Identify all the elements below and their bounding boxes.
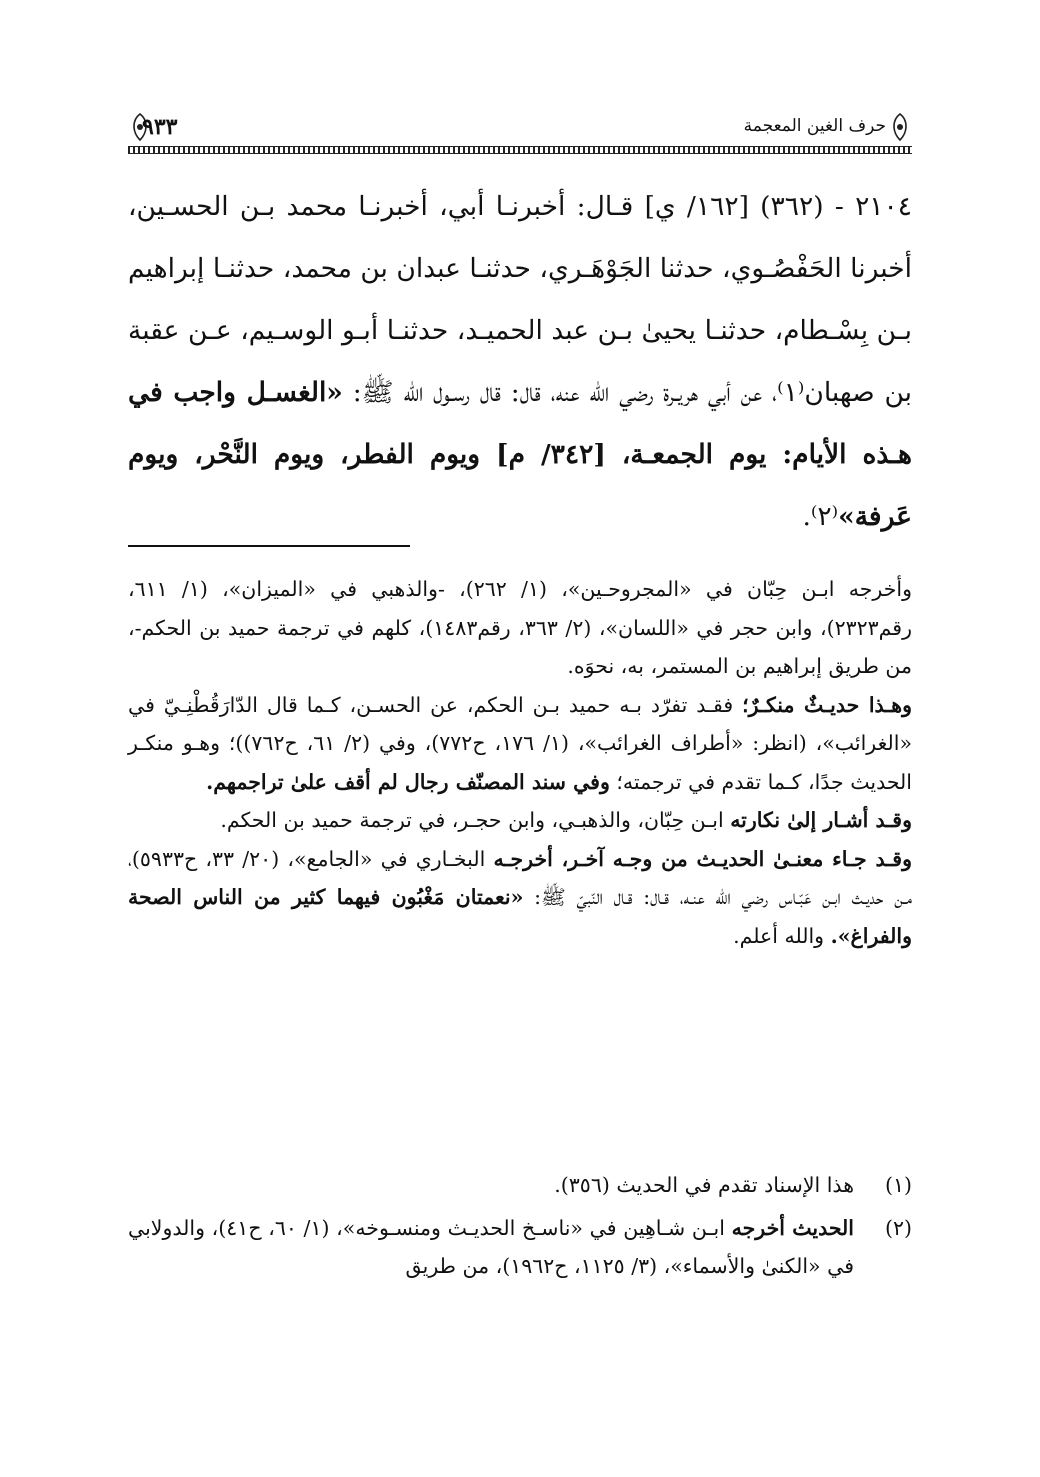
hadith-paragraph	[128, 176, 912, 548]
footnote-lead: الحديث أخرجه	[731, 1215, 855, 1240]
hadith-closing: ⁽٢⁾.	[802, 501, 839, 532]
note-alternate-lead: وقـد جـاء معنـىٰ الحديـث من وجـه آخـر، أخرجـه	[493, 846, 912, 871]
note-ruling-text: فقـد تفرّد بـه حميد بـن الحكم، عن الحسـن، كـما قال الدّارَقُطْنِـيّ في «الغرائب»، (انظر: «أطراف الغرائب»، (١/ ١٧٦، ح٧٧٢)، وفي (٢/ ٦١، ح٧٦٢))؛ وهـو منكـر الحديث جدًا، كـما تقدم في ترجمته؛	[128, 692, 912, 794]
footnotes	[128, 1166, 912, 1290]
note-ruling-end: وفي سند المصنّف رجال لم أقف علىٰ تراجمهم.	[206, 769, 610, 794]
note-criticism-text: ابـن حِبّان، والذهبـي، وابن حجـر، في ترجمة حميد بن الحكم.	[220, 808, 731, 832]
note-ruling	[128, 686, 912, 802]
note-alternate	[128, 840, 912, 956]
isnad-text: ٢١٠٤ - (٣٦٢) [١٦٢/ ي] قـال: أخبرنـا أبي، أخبرنـا محمد بـن الحسـين، أخبرنا الحَفْصُـوي، حدثنا الجَوْهَـري، حدثنـا عبدان بن محمد، حدثنـا إبراهيم بـن بِسْـطام، حدثنـا يحيىٰ بـن عبد الحميـد، حدثنـا أبـو الوسـيم، عـن عقبة بن صهبان⁽١⁾، عن أبي هريـرة رضي الله عنه، قال: قال رسـول الله ﷺ:	[128, 191, 912, 408]
footnote-text	[128, 1209, 854, 1286]
note-alternate-quote: «نعمتان مَغْبُون فيهما كثير من الناس الصحة والفراغ».	[128, 885, 912, 948]
page-number: ٩٣٣	[142, 114, 178, 140]
running-title: حرف الغين المعجمة	[743, 116, 886, 136]
hadith-text	[128, 176, 912, 548]
footnote	[128, 1166, 912, 1205]
footnote-body: ابـن شـاهِين في «ناسـخ الحديـث ومنسـوخه»، (١/ ٦٠، ح٤١)، والدولابي في «الكنىٰ والأسماء»، (٣/ ١١٢٥، ح١٩٦٢)، من طريق	[128, 1215, 854, 1278]
note-criticism-lead: وقـد أشـار إلىٰ نكارته	[730, 808, 912, 832]
ornament-icon	[888, 112, 912, 142]
page-header	[128, 112, 912, 156]
footnote-number: (٢)	[884, 1215, 912, 1240]
note-ruling-lead: وهـذا حديـثٌ منكـرٌ؛	[742, 692, 912, 717]
footnote-text: هذا الإسناد تقدم في الحديث (٣٥٦).	[554, 1173, 854, 1197]
note-alternate-end: والله أعلم.	[733, 923, 831, 948]
note-criticism	[128, 801, 912, 840]
commentary	[128, 570, 912, 955]
footnote-number: (١)	[884, 1173, 912, 1197]
note-alternate-text: البخـاري في «الجامع»، (٢٠/ ٣٣، ح٥٩٣٣)، مـن حديـث ابـن عَبّـاس رضي الله عنـه، قـال: قـال النّبيّ ﷺ:	[128, 846, 912, 909]
footnote-divider	[128, 545, 410, 547]
hadith-matn: «الغسـل واجب في هـذه الأيام: يوم الجمعـة، [٣٤٢/ م] ويوم الفطر، ويوم النَّحْر، ويوم عَرفة»	[128, 377, 912, 532]
note-takhrij: وأخرجه ابـن حِبّان في «المجروحـين»، (١/ ٢٦٢)، -والذهبي في «الميزان»، (١/ ٦١١، رقم٢٣٢٣)، وابن حجر في «اللسان»، (٢/ ٣٦٣، رقم١٤٨٣)، كلهم في ترجمة حميد بن الحكم-، من طريق إبراهيم بن المستمر، به، نحوَه.	[128, 577, 912, 678]
header-rule	[128, 146, 912, 154]
footnote	[128, 1209, 912, 1286]
